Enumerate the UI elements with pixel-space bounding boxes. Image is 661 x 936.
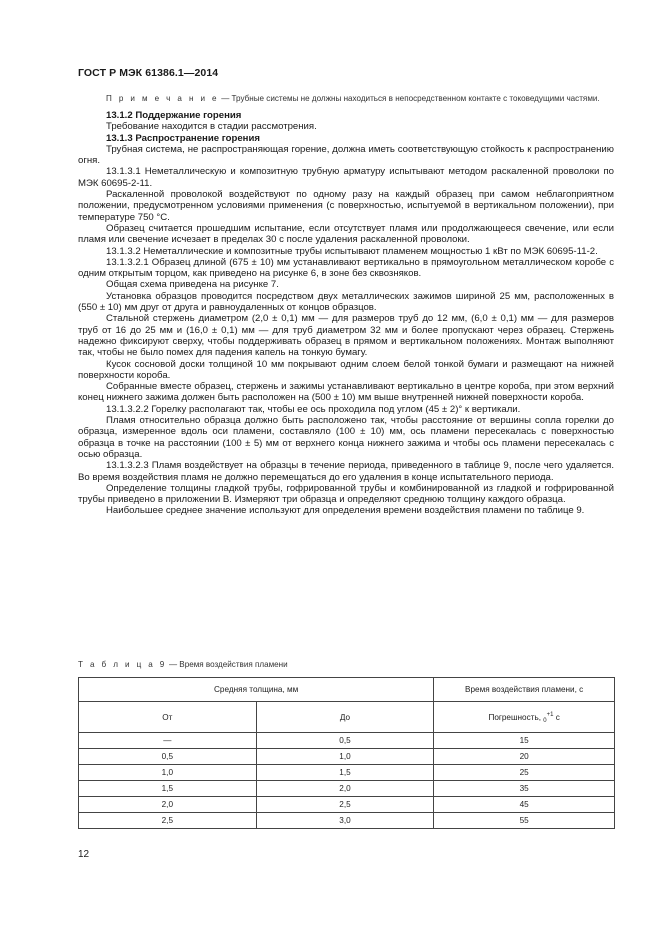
paragraph: 13.1.3.2.2 Горелку располагают так, чтобы ее ось проходила под углом (45 ± 2)° к вертикали. bbox=[106, 403, 521, 415]
flame-time-table bbox=[78, 677, 615, 829]
cell-to: 2,5 bbox=[256, 797, 434, 813]
cell-time: 25 bbox=[434, 765, 615, 781]
paragraph: 13.1.3.2 Неметаллические и композитные трубы испытывают пламенем мощностью 1 кВт по МЭК 60695-11-2. bbox=[106, 245, 598, 257]
note-text: — Трубные системы не должны находиться в непосредственном контакте с токоведущими частями. bbox=[218, 94, 600, 103]
paragraph: Общая схема приведена на рисунке 7. bbox=[106, 279, 279, 291]
tolerance-label: Погрешность, bbox=[488, 712, 544, 722]
main-content bbox=[78, 93, 614, 517]
cell-from: 1,5 bbox=[79, 781, 257, 797]
table-caption bbox=[78, 660, 288, 669]
table-body bbox=[79, 733, 615, 829]
cell-to: 1,0 bbox=[256, 749, 434, 765]
page-number: 12 bbox=[78, 849, 90, 860]
section-heading: 13.1.3 Распространение горения bbox=[106, 132, 260, 144]
tolerance-unit: с bbox=[553, 712, 560, 722]
paragraph: Установка образцов проводится посредством двух металлических зажимов шириной 25 мм, расположенных в (550 ± 10) мм друг от друга и равноудаленных от концов образцов. bbox=[78, 290, 614, 314]
table-row bbox=[79, 733, 615, 749]
cell-from: 0,5 bbox=[79, 749, 257, 765]
note-label: П р и м е ч а н и е bbox=[106, 94, 219, 103]
table-caption-text: — Время воздействия пламени bbox=[166, 660, 288, 669]
paragraph: 13.1.3.2.1 Образец длиной (675 ± 10) мм устанавливают вертикально в прямоугольном металлическом коробе с одним открытым торцом, как приведено на рисунке 6, в зоне без сквозняков. bbox=[78, 256, 614, 280]
tolerance-sup: +1 bbox=[546, 711, 554, 718]
paragraph: 13.1.3.2.3 Пламя воздействует на образцы в течение периода, приведенного в таблице 9, после чего удаляется. Во время воздействия пламя не должно перемещаться до его удаления в конце испытательного периода. bbox=[78, 460, 614, 483]
cell-time: 55 bbox=[434, 813, 615, 829]
cell-time: 35 bbox=[434, 781, 615, 797]
tolerance-sub: 0 bbox=[543, 717, 547, 724]
table-row bbox=[79, 813, 615, 829]
cell-from: 1,0 bbox=[79, 765, 257, 781]
paragraph: Стальной стержень диаметром (2,0 ± 0,1) мм — для размеров труб до 12 мм, (6,0 ± 0,1) мм — для размеров труб от 16 до 25 мм и (16,0 ± 0,1) мм — для труб диаметром 32 мм и более пропускают через образец. Стержень надежно фиксируют сверху, чтобы поддерживать образец в прямом и вертикальном положениях. Монтаж выполняют так, чтобы не было помех для падения капель на тонкую бумагу. bbox=[78, 313, 614, 359]
paragraph: Наибольшее среднее значение используют для определения времени воздействия пламени по таблице 9. bbox=[106, 505, 585, 517]
paragraph: Раскаленной проволокой воздействуют по одному разу на каждый образец при самом неблагоприятном положении, предусмотренном условиями применения (с поверхностью, испытуемой в вертикальном положении), при температуре 750 °С. bbox=[78, 189, 614, 223]
cell-from: 2,5 bbox=[79, 813, 257, 829]
paragraph: Кусок сосновой доски толщиной 10 мм покрывают одним слоем белой тонкой бумаги и размещают на нижней поверхности короба. bbox=[78, 358, 614, 381]
cell-time: 15 bbox=[434, 733, 615, 749]
paragraph: Собранные вместе образец, стержень и зажимы устанавливают вертикально в центре короба, при этом верхний конец нижнего зажима должен быть расположен на (500 ± 10) мм выше внутренней нижней поверхности короба. bbox=[78, 381, 614, 404]
header-to: До bbox=[256, 702, 434, 733]
paragraph: Образец считается прошедшим испытание, если отсутствует пламя или продолжающееся свечение, или если пламя или свечение исчезает в пределах 30 с после удаления раскаленной проволоки. bbox=[78, 222, 614, 246]
cell-time: 45 bbox=[434, 797, 615, 813]
section-heading: 13.1.2 Поддержание горения bbox=[106, 110, 242, 121]
cell-to: 3,0 bbox=[256, 813, 434, 829]
cell-time: 20 bbox=[434, 749, 615, 765]
header-time: Время воздействия пламени, с bbox=[434, 678, 615, 702]
paragraph: Пламя относительно образца должно быть расположено так, чтобы расстояние от вершины сопла горелки до образца, измеренное вдоль оси пламени, составляло (100 ± 10) мм, ось пламени пересекалась с поверхностью образца в точке на расстоянии (100 ± 5) мм от верхнего конца нижнего зажима и чтобы ось пламени пересекалась с осью образца. bbox=[78, 415, 614, 460]
table-row bbox=[79, 749, 615, 765]
paragraph: Трубная система, не распространяющая горение, должна иметь соответствующую стойкость к распространению огня. bbox=[78, 143, 614, 167]
cell-from: — bbox=[79, 733, 257, 749]
paragraph: 13.1.3.1 Неметаллическую и композитную трубную арматуру испытывают методом раскаленной проволоки по МЭК 60695-2-11. bbox=[78, 166, 614, 189]
note bbox=[78, 93, 614, 104]
header-from: От bbox=[79, 702, 257, 733]
cell-to: 0,5 bbox=[256, 733, 434, 749]
table-row bbox=[79, 781, 615, 797]
table-row bbox=[79, 797, 615, 813]
paragraph: Требование находится в стадии рассмотрения. bbox=[106, 121, 317, 133]
cell-to: 1,5 bbox=[256, 765, 434, 781]
header-tolerance bbox=[434, 702, 615, 733]
cell-to: 2,0 bbox=[256, 781, 434, 797]
table-caption-label: Т а б л и ц а 9 bbox=[78, 660, 167, 669]
header-thickness: Средняя толщина, мм bbox=[79, 678, 434, 702]
paragraph: Определение толщины гладкой трубы, гофрированной трубы и комбинированной из гладкой и гофрированной трубы приведено в приложении В. Измеряют три образца и определяют среднюю толщину каждого образца. bbox=[78, 482, 614, 506]
table-row bbox=[79, 765, 615, 781]
document-header: ГОСТ Р МЭК 61386.1—2014 bbox=[78, 67, 219, 79]
cell-from: 2,0 bbox=[79, 797, 257, 813]
sections bbox=[78, 110, 614, 517]
